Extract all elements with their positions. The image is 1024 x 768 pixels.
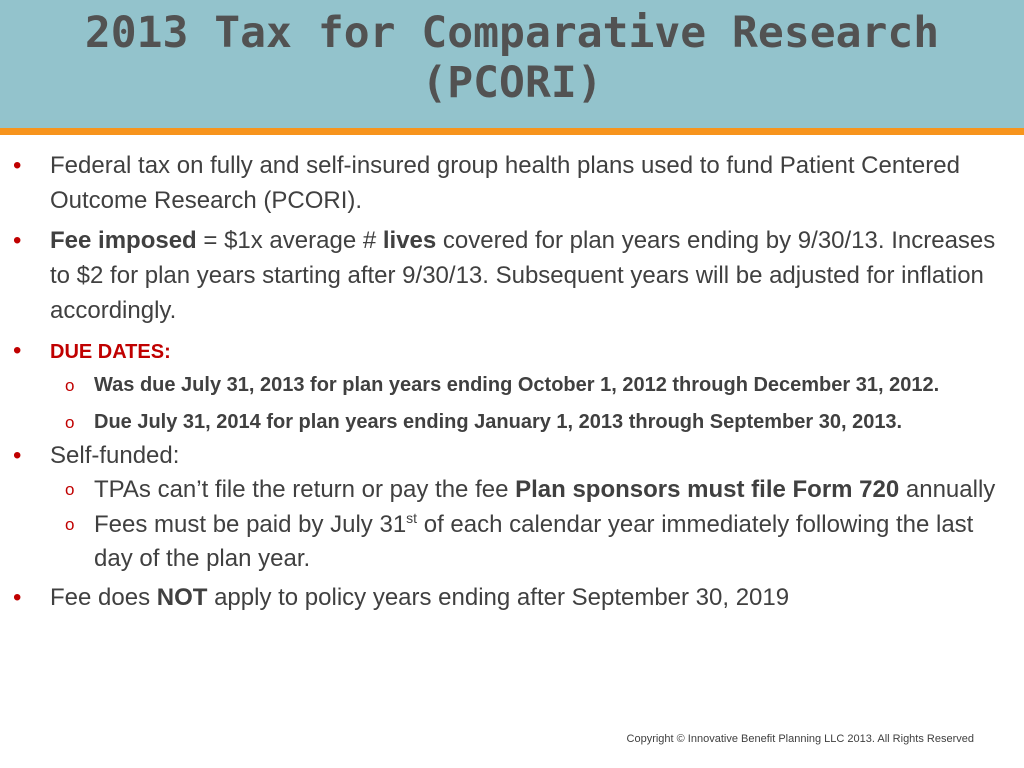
sub-bullet-tpas	[65, 473, 1014, 507]
circle-bullet-icon: o	[65, 413, 75, 432]
bullet-fee-does-not-apply	[13, 580, 1010, 615]
bullet-due-dates	[13, 333, 1010, 370]
fee-does-tail: apply to policy years ending after September 30, 2019	[207, 584, 790, 611]
fee-imposed-text: = $1x average #	[196, 227, 383, 254]
self-funded-label: Self-funded:	[50, 442, 180, 469]
sub-bullet-fees-paid	[65, 508, 1014, 576]
slide-title-line-2: (PCORI)	[421, 58, 603, 108]
bullet-dot-icon: •	[13, 337, 22, 364]
tpas-text: TPAs can’t file the return or pay the fee	[94, 476, 516, 503]
fee-does-text: Fee does	[50, 584, 157, 611]
form-720-label: Plan sponsors must file Form 720	[515, 476, 900, 503]
circle-bullet-icon: o	[65, 515, 75, 534]
fees-text: Fees must be paid by July 31	[94, 511, 407, 538]
bullet-list	[0, 148, 1024, 615]
sub-bullet-due-2014	[65, 407, 1014, 438]
bullet-text: Federal tax on fully and self-insured group health plans used to fund Patient Centered Outcome Research (PCORI).	[50, 152, 960, 214]
bullet-dot-icon: •	[13, 442, 22, 469]
sub-bullet-text: Due July 31, 2014 for plan years ending January 1, 2013 through September 30, 2013.	[94, 411, 903, 433]
circle-bullet-icon: o	[65, 480, 75, 499]
bullet-dot-icon: •	[13, 152, 22, 179]
bullet-dot-icon: •	[13, 584, 22, 611]
slide-title	[0, 8, 1024, 108]
title-divider	[0, 128, 1024, 135]
slide-title-line-1: 2013 Tax for Comparative Research	[84, 8, 940, 58]
copyright-footer: Copyright © Innovative Benefit Planning LLC 2013. All Rights Reserved	[626, 733, 974, 745]
fee-imposed-details: covered for plan years ending by 9/30/13. Increases to $2 for plan years starting after 9/30/13. Subsequent years will be adjusted for inflation accordingly.	[50, 227, 996, 324]
not-emphasis: NOT	[156, 584, 208, 611]
bullet-fee-imposed	[13, 223, 1010, 328]
bullet-self-funded	[13, 438, 1010, 473]
ordinal-suffix: st	[406, 510, 418, 526]
lives-label: lives	[382, 227, 437, 254]
fees-tail-text: of each calendar year immediately following the last day of the plan year.	[94, 511, 974, 572]
fee-imposed-label: Fee imposed	[50, 227, 197, 254]
sub-bullet-was-due	[65, 370, 1014, 401]
due-dates-label: DUE DATES:	[50, 341, 171, 363]
bullet-dot-icon: •	[13, 227, 22, 254]
sub-bullet-text: Was due July 31, 2013 for plan years ending October 1, 2012 through December 31, 2012.	[94, 374, 940, 396]
circle-bullet-icon: o	[65, 376, 75, 395]
annually-text: annually	[899, 476, 996, 503]
bullet-federal-tax	[13, 148, 1010, 218]
